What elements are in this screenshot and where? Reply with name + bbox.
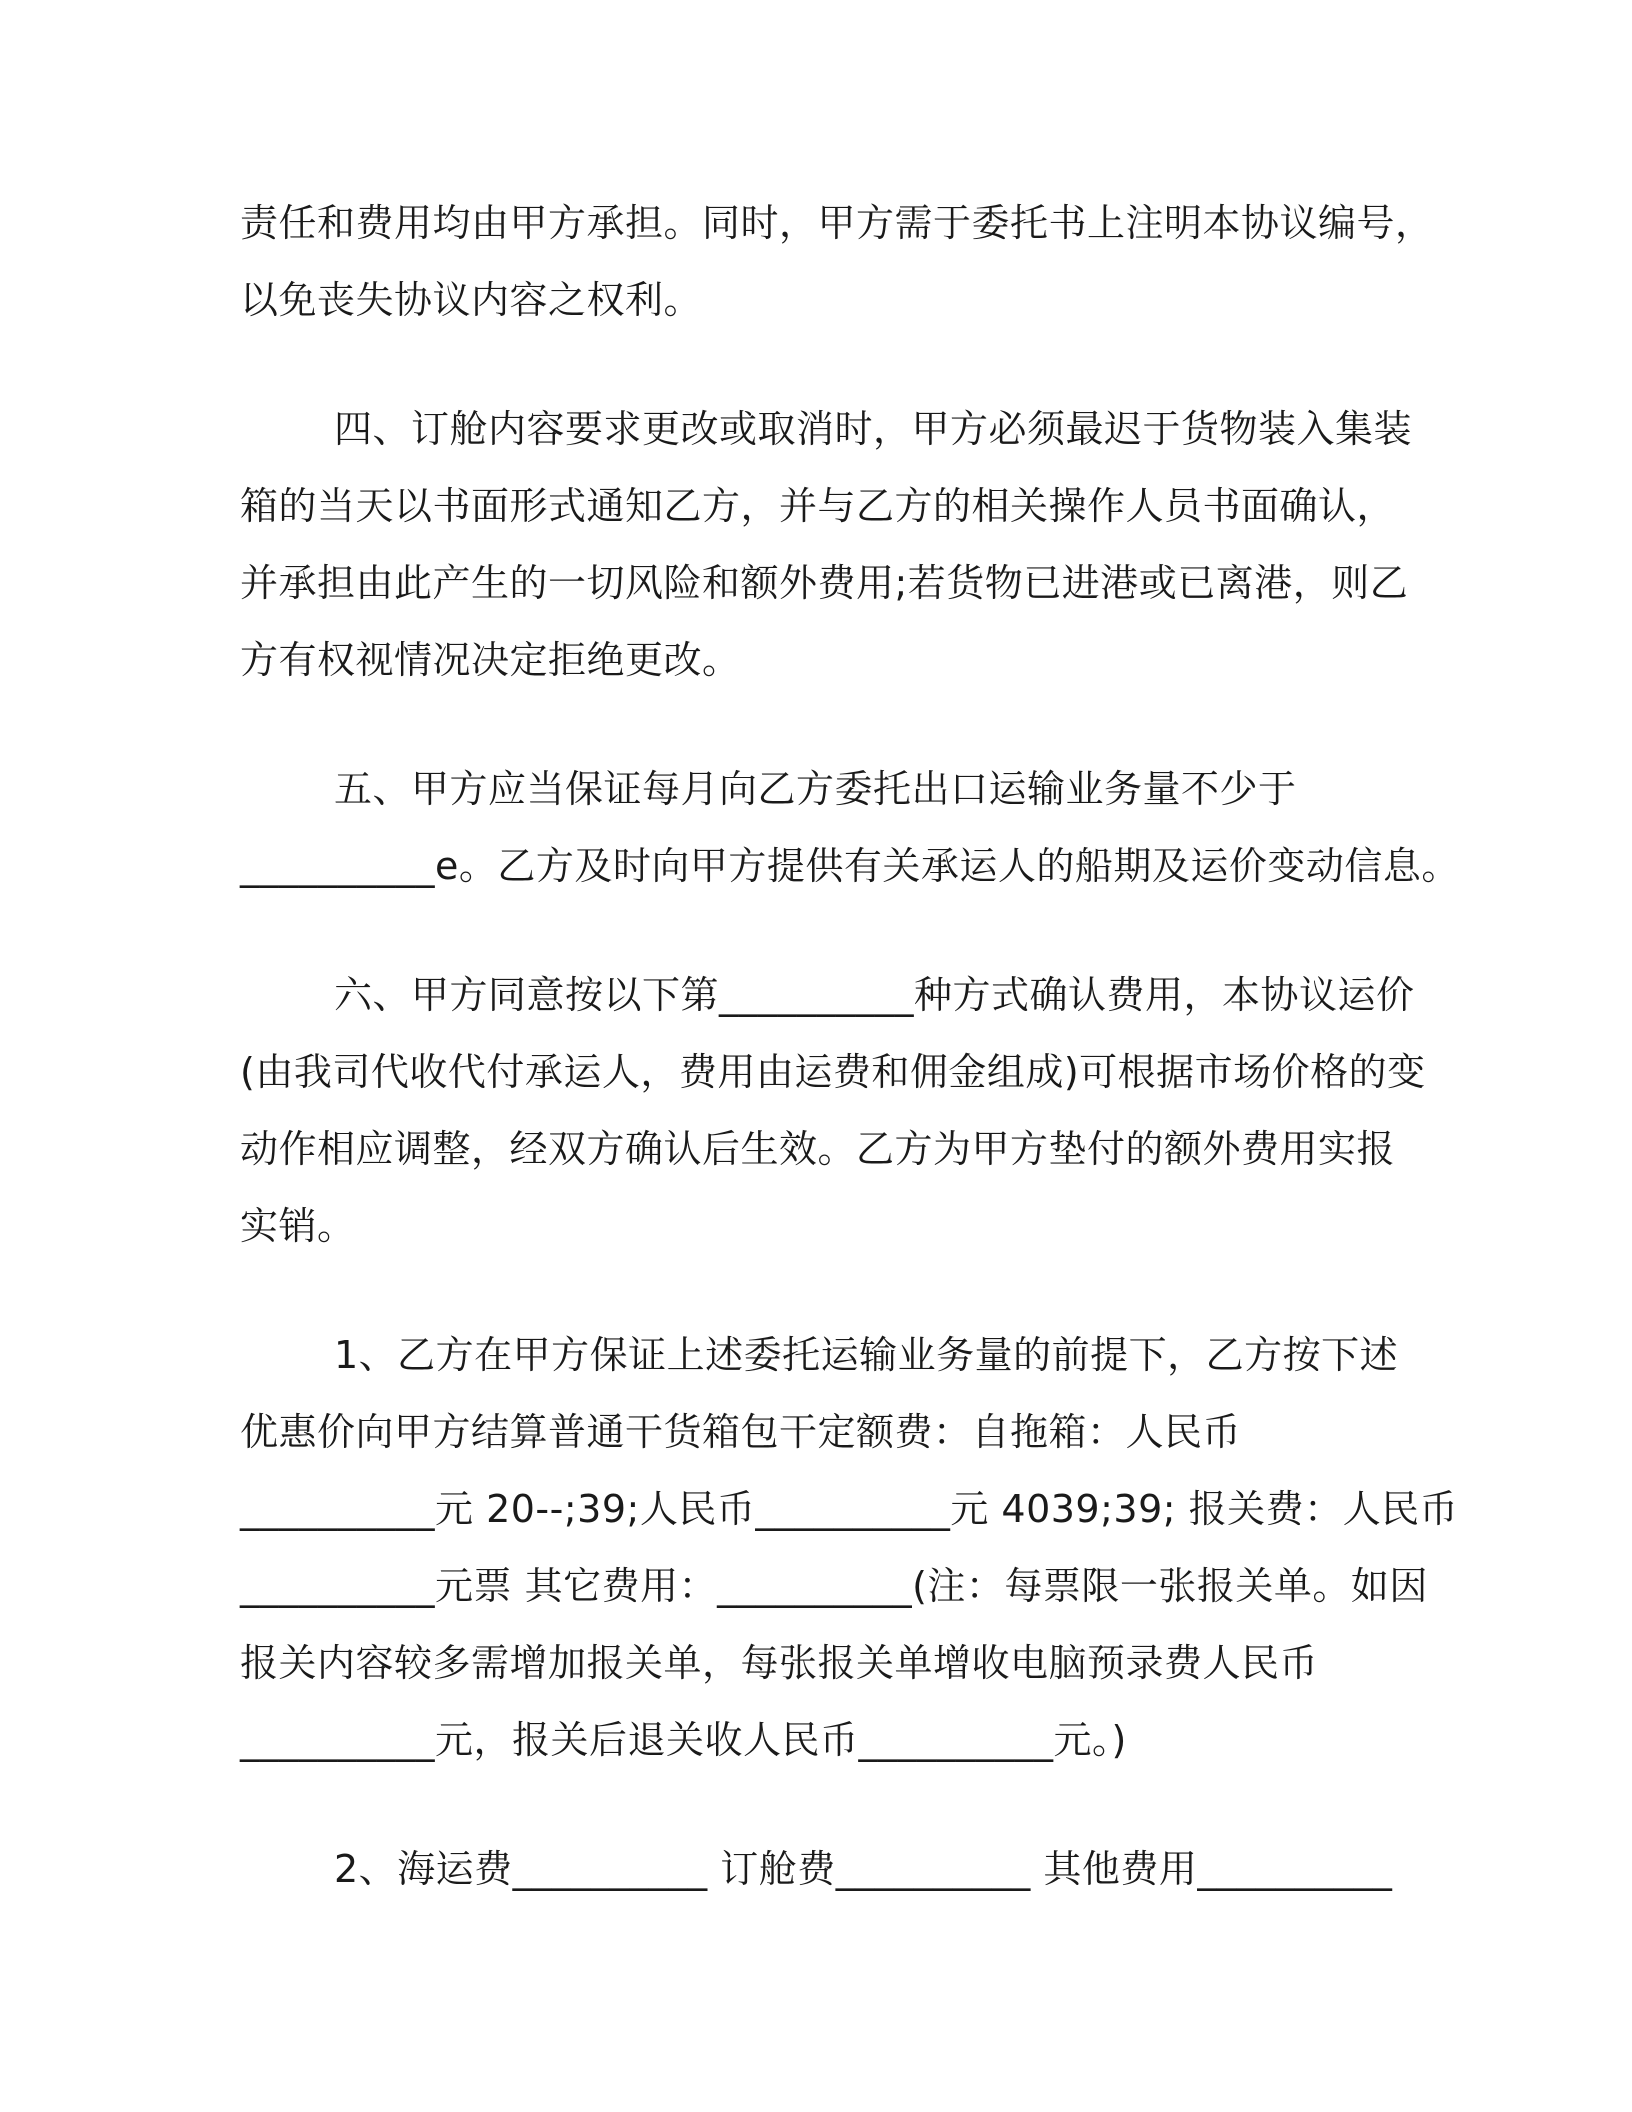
paragraph-spacer	[240, 699, 1420, 751]
paragraph-spacer	[240, 905, 1420, 957]
paragraph-spacer	[240, 1265, 1420, 1317]
text-line: 并承担由此产生的一切风险和额外费用;若货物已进港或已离港，则乙	[240, 561, 1409, 605]
text-line: __________元票 其它费用：__________(注：每票限一张报关单。如因	[240, 1564, 1428, 1608]
paragraph-clause-6	[240, 957, 1426, 1265]
text-line: 动作相应调整，经双方确认后生效。乙方为甲方垫付的额外费用实报	[240, 1127, 1396, 1171]
text-line: __________e。乙方及时向甲方提供有关承运人的船期及运价变动信息。	[240, 844, 1460, 888]
text-line: 方有权视情况决定拒绝更改。	[240, 638, 741, 682]
text-line: (由我司代收代付承运人，费用由运费和佣金组成)可根据市场价格的变	[240, 1050, 1426, 1094]
text-line: 1、乙方在甲方保证上述委托运输业务量的前提下，乙方按下述	[334, 1333, 1399, 1377]
paragraph-spacer	[240, 1779, 1420, 1831]
document-page	[240, 185, 1460, 1908]
text-line: 实销。	[240, 1204, 356, 1248]
text-line: 以免丧失协议内容之权利。	[240, 278, 703, 322]
paragraph-item-2	[240, 1831, 1420, 1908]
text-line: 四、订舱内容要求更改或取消时，甲方必须最迟于货物装入集装	[334, 407, 1413, 451]
paragraph-clause-4	[240, 391, 1420, 699]
text-line: __________元 20--;39;人民币__________元 4039;39; 报关费：人民币	[240, 1487, 1459, 1531]
paragraph-clause-5	[240, 751, 1460, 905]
paragraph-spacer	[240, 339, 1420, 391]
text-line: 2、海运费__________ 订舱费__________ 其他费用__________	[334, 1847, 1393, 1891]
text-line: __________元，报关后退关收人民币__________元。)	[240, 1718, 1127, 1762]
paragraph-liability	[240, 185, 1434, 339]
text-line: 优惠价向甲方结算普通干货箱包干定额费：自拖箱：人民币	[240, 1410, 1242, 1454]
text-line: 责任和费用均由甲方承担。同时，甲方需于委托书上注明本协议编号，	[240, 201, 1434, 245]
text-line: 五、甲方应当保证每月向乙方委托出口运输业务量不少于	[334, 767, 1297, 811]
text-line: 箱的当天以书面形式通知乙方，并与乙方的相关操作人员书面确认，	[240, 484, 1396, 528]
text-line: 报关内容较多需增加报关单，每张报关单增收电脑预录费人民币	[240, 1641, 1319, 1685]
text-line: 六、甲方同意按以下第__________种方式确认费用，本协议运价	[334, 973, 1415, 1017]
paragraph-item-1	[240, 1317, 1459, 1779]
